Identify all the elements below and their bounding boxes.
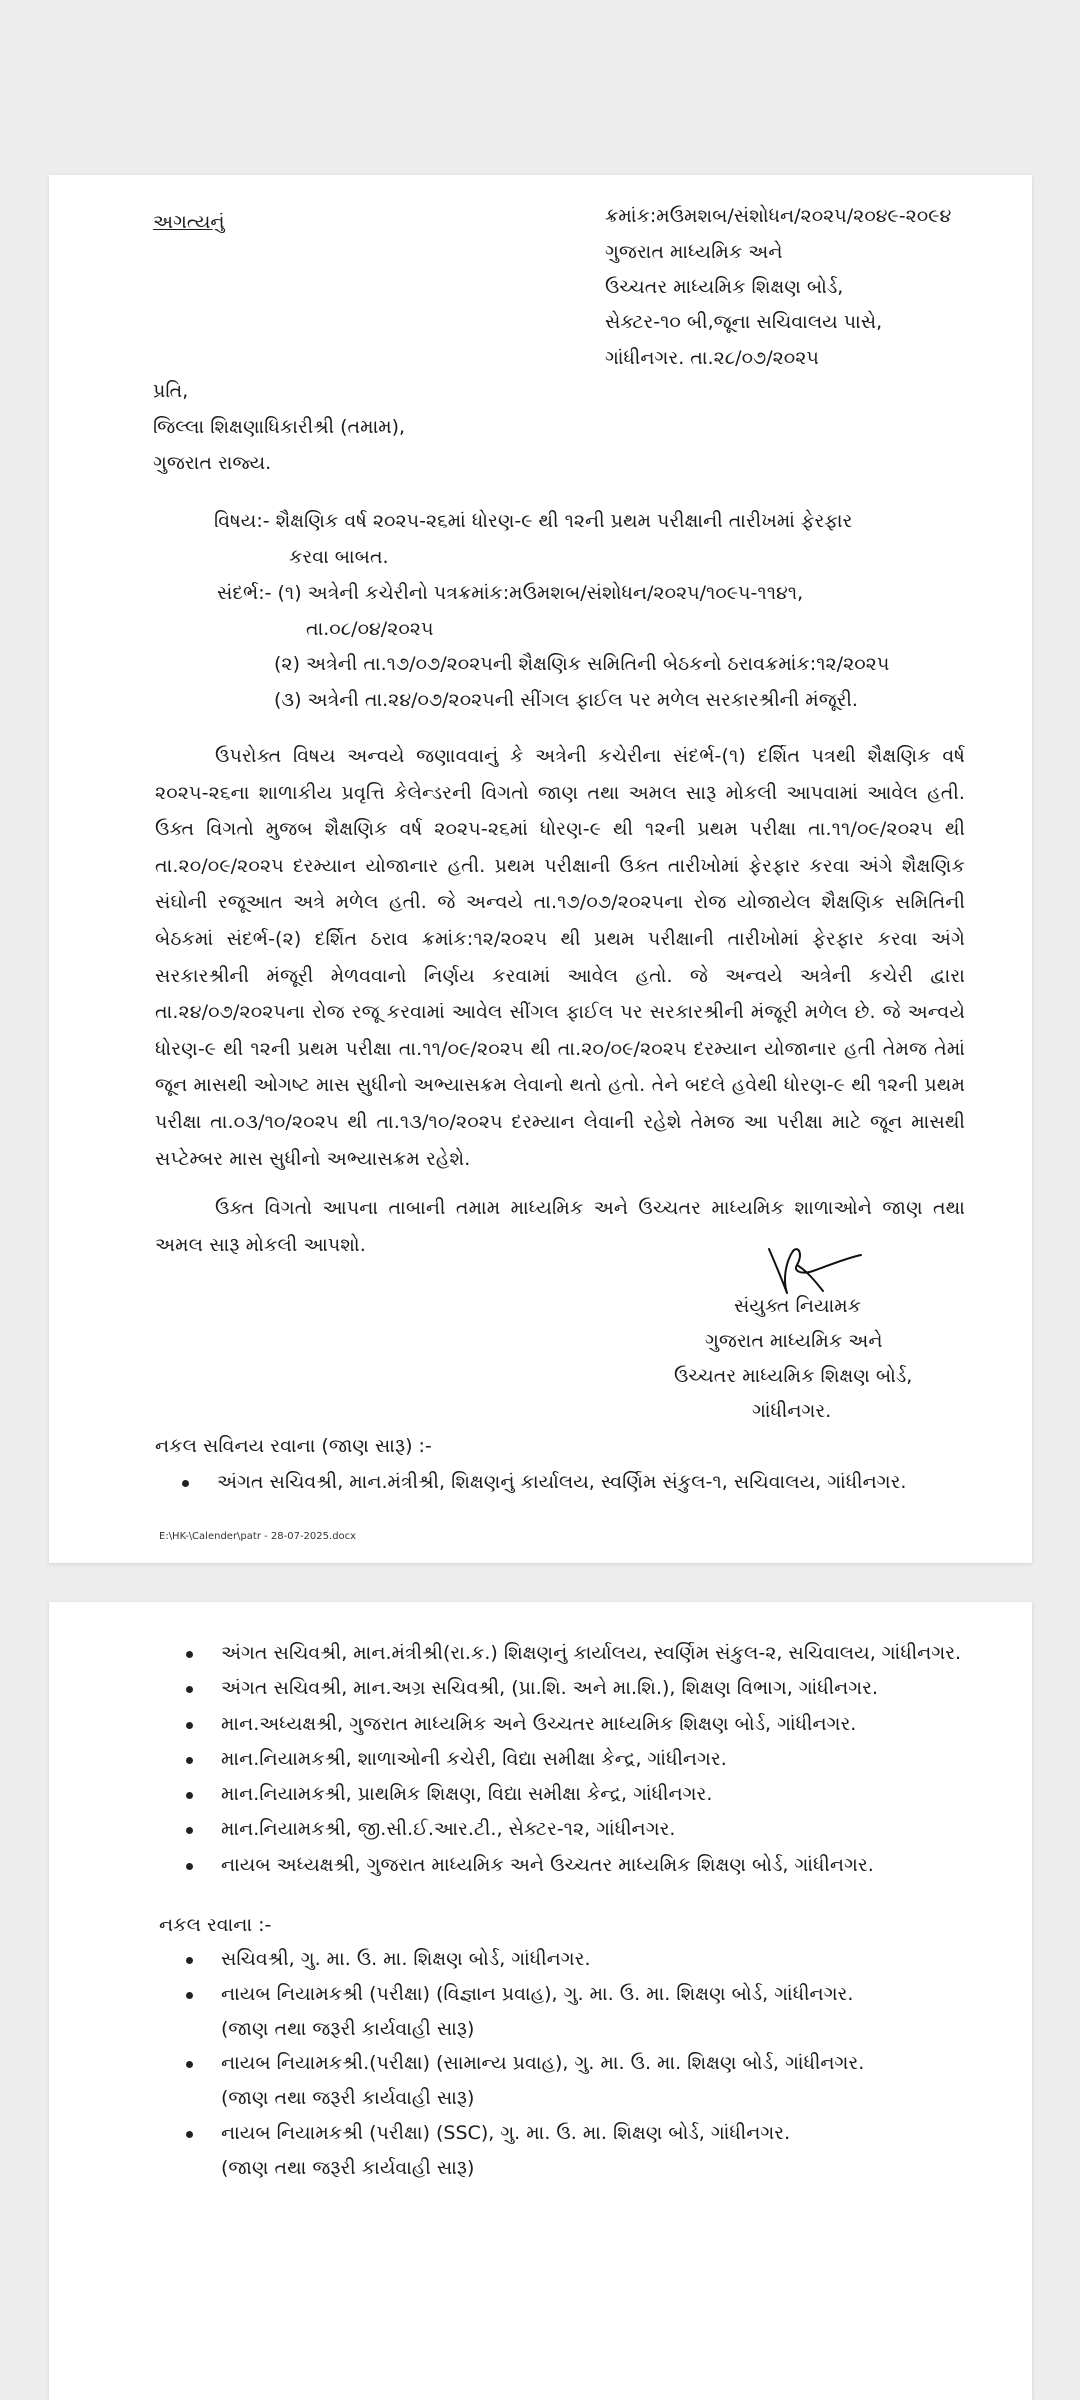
copy2-item-main: નાયબ નિયામકશ્રી.(પરીક્ષા) (સામાન્ય પ્રવાહ), ગુ. મા. ઉ. મા. શિક્ષણ બોર્ડ, ગાંધીનગર. [221,2052,865,2075]
copy2-item [221,2122,864,2180]
copy2-item-note: (જાણ તથા જરૂરી કાર્યવાહી સારૂ) [221,2017,475,2040]
recipient-line-1: જિલ્લા શિક્ષણાધિકારીશ્રી (તમામ), [153,416,406,438]
reference-number: ક્રમાંક:મઉમશબ/સંશોધન/૨૦૨૫/૨૦૪૯-૨૦૯૪ [605,205,952,227]
copy2-item-note: (જાણ તથા જરૂરી કાર્યવાહી સારૂ) [221,2087,475,2110]
file-path: E:\HK-\Calender\patr - 28-07-2025.docx [159,1531,357,1542]
signature [757,1241,867,1301]
copy-item: અંગત સચિવશ્રી, માન.અગ્ર સચિવશ્રી, (પ્રા.શિ. અને મા.શિ.), શિક્ષણ વિભાગ, ગાંધીનગર. [221,1677,961,1700]
copy-list-continued [221,1642,961,1877]
body-paragraph-2: ઉક્ત વિગતો આપના તાબાની તમામ માધ્યમિક અને ઉચ્ચતર માધ્યમિક શાળાઓને જાણ તથા અમલ સારૂ મોકલી આપશો. [155,1197,965,1256]
office-line-3: સેક્ટર-૧૦ બી,જૂના સચિવાલય પાસે, [605,311,883,333]
copy2-item-main: નાયબ નિયામકશ્રી (પરીક્ષા) (વિજ્ઞાન પ્રવાહ), ગુ. મા. ઉ. મા. શિક્ષણ બોર્ડ, ગાંધીનગર. [221,1982,854,2005]
copy2-item-main: નાયબ નિયામકશ્રી (પરીક્ષા) (SSC), ગુ. મા. ઉ. મા. શિક્ષણ બોર્ડ, ગાંધીનગર. [221,2121,791,2144]
body-paragraph-1: ઉપરોક્ત વિષય અન્વયે જણાવવાનું કે અત્રેની કચેરીના સંદર્ભ-(૧) દર્શિત પત્રથી શૈક્ષણિક વર્ષ ૨૦૨૫-૨૬ના શાળાકીય પ્રવૃત્તિ કેલેન્ડરની વિગતો જાણ તથા અમલ સારૂ મોકલી આપવામાં આવેલ હતી. ઉક્ત વિગતો મુજબ શૈક્ષણિક વર્ષ ૨૦૨૫-૨૬માં ધોરણ-૯ થી ૧૨ની પ્રથમ પરીક્ષા તા.૧૧/૦૯/૨૦૨૫ થી તા.૨૦/૦૯/૨૦૨૫ દરમ્યાન યોજાનાર હતી. પ્રથમ પરીક્ષાની ઉક્ત તારીખોમાં ફેરફાર કરવા અંગે શૈક્ષણિક સંઘોની રજૂઆત અત્રે મળેલ હતી. જે અન્વયે તા.૧૭/૦૭/૨૦૨૫ના રોજ યોજાયેલ શૈક્ષણિક સમિતિની બેઠકમાં સંદર્ભ-(૨) દર્શિત ઠરાવ ક્રમાંક:૧૨/૨૦૨૫ થી પ્રથમ પરીક્ષાની તારીખોમાં ફેરફાર કરવા અંગે સરકારશ્રીની મંજૂરી મેળવવાનો નિર્ણય કરવામાં આવેલ હતો. જે અન્વયે અત્રેની કચેરી દ્વારા તા.૨૪/૦૭/૨૦૨૫ના રોજ રજૂ કરવામાં આવેલ સીંગલ ફાઈલ પર સરકારશ્રીની મંજૂરી મળેલ છે. જે અન્વયે ધોરણ-૯ થી ૧૨ની પ્રથમ પરીક્ષા તા.૧૧/૦૯/૨૦૨૫ થી તા.૨૦/૦૯/૨૦૨૫ દરમ્યાન યોજાનાર હતી તેમજ તેમાં જૂન માસથી ઓગષ્ટ માસ સુધીનો અભ્યાસક્રમ લેવાનો થતો હતો. તેને બદલે હવેથી ધોરણ-૯ થી ૧૨ની પ્રથમ પરીક્ષા તા.૦૩/૧૦/૨૦૨૫ થી તા.૧૩/૧૦/૨૦૨૫ દરમ્યાન લેવાની રહેશે તેમજ આ પરીક્ષા માટે જૂન માસથી સપ્ટેમ્બર માસ સુધીનો અભ્યાસક્રમ રહેશે. [155,745,965,1170]
copy-item: અંગત સચિવશ્રી, માન.મંત્રીશ્રી, શિક્ષણનું કાર્યાલય, સ્વર્ણિમ સંકુલ-૧, સચિવાલય, ગાંધીનગર. [217,1471,907,1493]
copy-item: માન.અધ્યક્ષશ્રી, ગુજરાત માધ્યમિક અને ઉચ્ચતર માધ્યમિક શિક્ષણ બોર્ડ, ગાંધીનગર. [221,1713,961,1736]
copy-heading: નકલ સવિનય રવાના (જાણ સારૂ) :- [155,1435,432,1457]
signatory-title: સંયુક્ત નિયામક [734,1295,862,1317]
document-page-2 [49,1602,1032,2400]
copy-item: અંગત સચિવશ્રી, માન.મંત્રીશ્રી(રા.ક.) શિક્ષણનું કાર્યાલય, સ્વર્ણિમ સંકુલ-૨, સચિવાલય, ગાંધીનગર. [221,1642,962,1664]
office-date: ગાંધીનગર. તા.૨૮/૦૭/૨૦૨૫ [605,347,819,369]
urgent-label: અગત્યનું [153,211,225,233]
copy2-item-note: (જાણ તથા જરૂરી કાર્યવાહી સારૂ) [221,2156,475,2179]
reference-1-date: તા.૦૮/૦૪/૨૦૨૫ [306,618,434,640]
copy-list-2 [221,1948,864,2180]
copy-list-1 [217,1471,906,1494]
copy-item: માન.નિયામકશ્રી, પ્રાથમિક શિક્ષણ, વિદ્યા સમીક્ષા કેન્દ્ર, ગાંધીનગર. [221,1783,961,1806]
copy-item: નાયબ અધ્યક્ષશ્રી, ગુજરાત માધ્યમિક અને ઉચ્ચતર માધ્યમિક શિક્ષણ બોર્ડ, ગાંધીનગર. [221,1854,961,1877]
copy-heading-2: નકલ રવાના :- [159,1914,272,1936]
recipient-line-2: ગુજરાત રાજ્ય. [153,452,272,474]
reference-1: સંદર્ભ:- (૧) અત્રેની કચેરીનો પત્રક્રમાંક:મઉમશબ/સંશોધન/૨૦૨૫/૧૦૯૫-૧૧૪૧, [217,582,804,604]
copy-item: માન.નિયામકશ્રી, જી.સી.ઈ.આર.ટી., સેક્ટર-૧૨, ગાંધીનગર. [221,1818,961,1841]
recipient-prati: પ્રતિ, [153,380,189,402]
signatory-line-2: ગુજરાત માધ્યમિક અને [705,1330,883,1352]
document-page-1 [49,175,1032,1563]
copy-item: માન.નિયામકશ્રી, શાળાઓની કચેરી, વિદ્યા સમીક્ષા કેન્દ્ર, ગાંધીનગર. [221,1748,961,1771]
copy2-item [221,2052,864,2110]
copy2-item [221,1983,864,2041]
reference-2: (૨) અત્રેની તા.૧૭/૦૭/૨૦૨૫ની શૈક્ષણિક સમિતિની બેઠકનો ઠરાવક્રમાંક:૧૨/૨૦૨૫ [274,653,890,675]
reference-3: (૩) અત્રેની તા.૨૪/૦૭/૨૦૨૫ની સીંગલ ફાઈલ પર મળેલ સરકારશ્રીની મંજૂરી. [274,689,858,711]
subject-line-1: વિષય:- શૈક્ષણિક વર્ષ ૨૦૨૫-૨૬માં ધોરણ-૯ થી ૧૨ની પ્રથમ પરીક્ષાની તારીખમાં ફેરફાર [214,510,853,532]
copy2-item [221,1948,864,1971]
signatory-line-3: ઉચ્ચતર માધ્યમિક શિક્ષણ બોર્ડ, [674,1365,913,1387]
signatory-line-4: ગાંધીનગર. [752,1400,832,1422]
office-line-1: ગુજરાત માધ્યમિક અને [605,241,783,263]
copy2-item-main: સચિવશ્રી, ગુ. મા. ઉ. મા. શિક્ષણ બોર્ડ, ગાંધીનગર. [221,1948,591,1970]
office-line-2: ઉચ્ચતર માધ્યમિક શિક્ષણ બોર્ડ, [605,276,844,298]
subject-line-2: કરવા બાબત. [289,546,389,568]
